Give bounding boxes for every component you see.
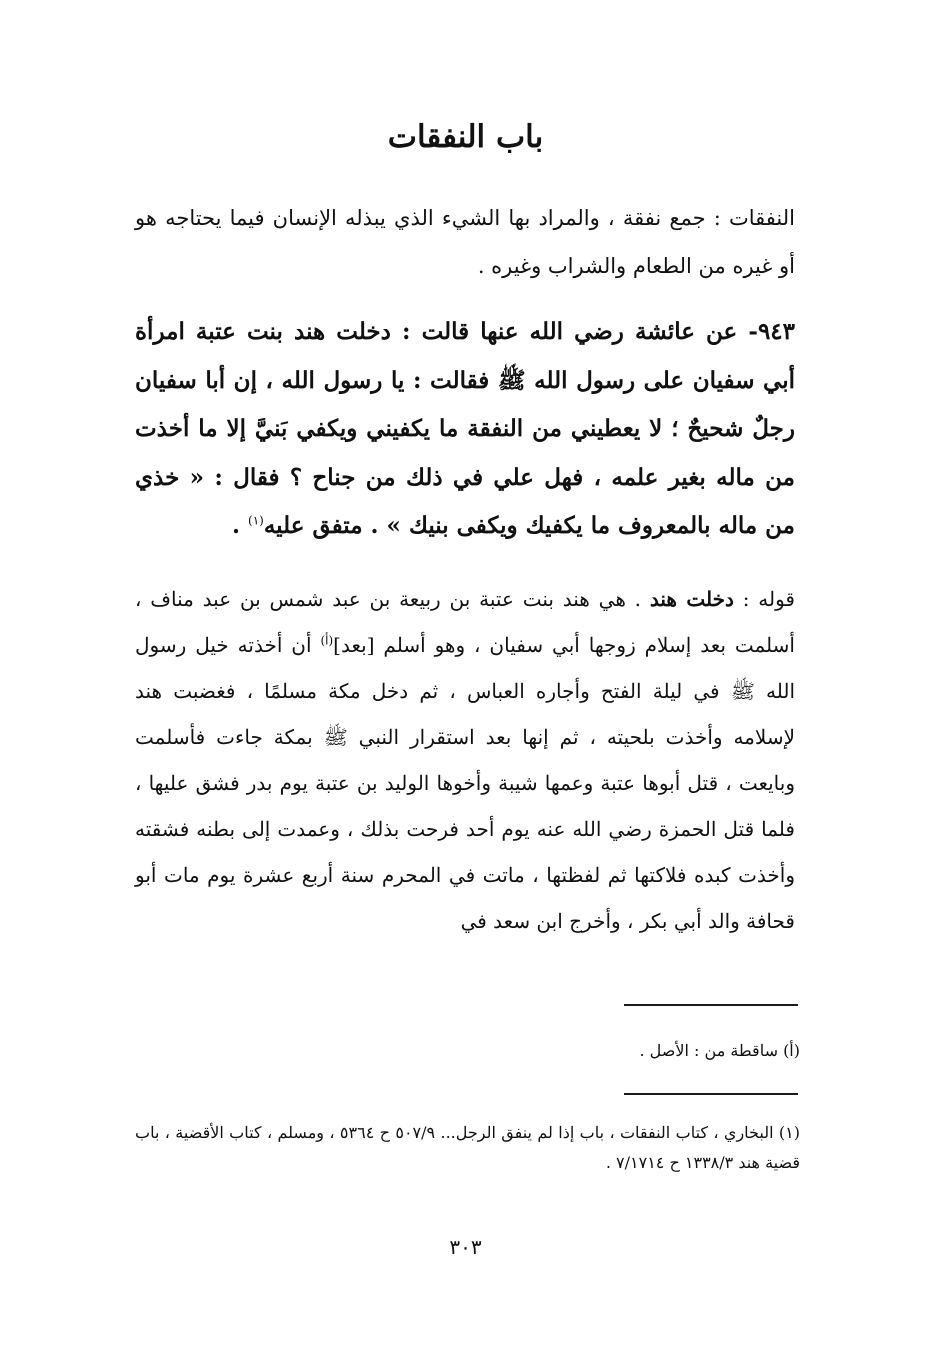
commentary-paragraph: [135, 576, 795, 944]
separator-line: [624, 1093, 798, 1095]
commentary-text-1: . هي هند بنت عتبة بن ربيعة بن عبد شمس بن عبد مناف ، أسلمت بعد إسلام زوجها أبي سفيان ، وهو أسلم [بعد]: [135, 587, 795, 657]
note-marker-a: (أ): [320, 633, 334, 648]
textual-note-a: (أ) ساقطة من : الأصل .: [639, 1041, 800, 1060]
hadith-text: ٩٤٣- عن عائشة رضي الله عنها قالت : دخلت هند بنت عتبة امرأة أبي سفيان على رسول الله ﷺ فقالت : يا رسول الله ، إن أبا سفيان رجلٌ شحيحٌ ؛ لا يعطيني من النفقة ما يكفيني ويكفي بَنيَّ إلا ما أخذت من ماله بغير علمه ، فهل علي في ذلك من جناح ؟ فقال : « خذي من ماله بالمعروف ما يكفيك ويكفى بنيك » . متفق عليه: [135, 318, 795, 539]
hadith-end: .: [232, 512, 249, 539]
footnote-1: (١) البخاري ، كتاب النفقات ، باب إذا لم ينفق الرجل... ٥٠٧/٩ ح ٥٣٦٤ ، ومسلم ، كتاب الأقضية ، باب قضية هند ١٣٣٨/٣ ح ٧/١٧١٤ .: [135, 1123, 800, 1172]
commentary-lead: قوله :: [733, 587, 795, 611]
commentary-text-2: أن أخذته خيل رسول الله ﷺ في ليلة الفتح وأجاره العباس ، ثم دخل مكة مسلمًا ، فغضبت هند لإسلامه وأخذت بلحيته ، ثم إنها بعد استقرار النبي ﷺ بمكة جاءت فأسلمت وبايعت ، قتل أبوها عتبة وعمها شيبة وأخوها الوليد بن عتبة يوم بدر فشق عليها ، فلما قتل الحمزة رضي الله عنه يوم أحد فرحت بذلك ، وعمدت إلى بطنه فشقته وأخذت كبده فلاكتها ثم لفظتها ، ماتت في المحرم سنة أربع عشرة يوم مات أبو قحافة والد أبي بكر ، وأخرج ابن سعد في: [135, 633, 795, 933]
intro-paragraph: النفقات : جمع نفقة ، والمراد بها الشيء الذي يبذله الإنسان فيما يحتاجه هو أو غيره من الطعام والشراب وغيره .: [135, 206, 795, 278]
separator-line: [624, 1004, 798, 1006]
commentary-term: دخلت هند: [649, 587, 734, 611]
footnote-marker-1: (١): [248, 513, 264, 528]
hadith-paragraph: [135, 308, 795, 551]
chapter-title: باب النفقات: [387, 119, 544, 155]
page-number: ٣٠٣: [449, 1235, 482, 1259]
